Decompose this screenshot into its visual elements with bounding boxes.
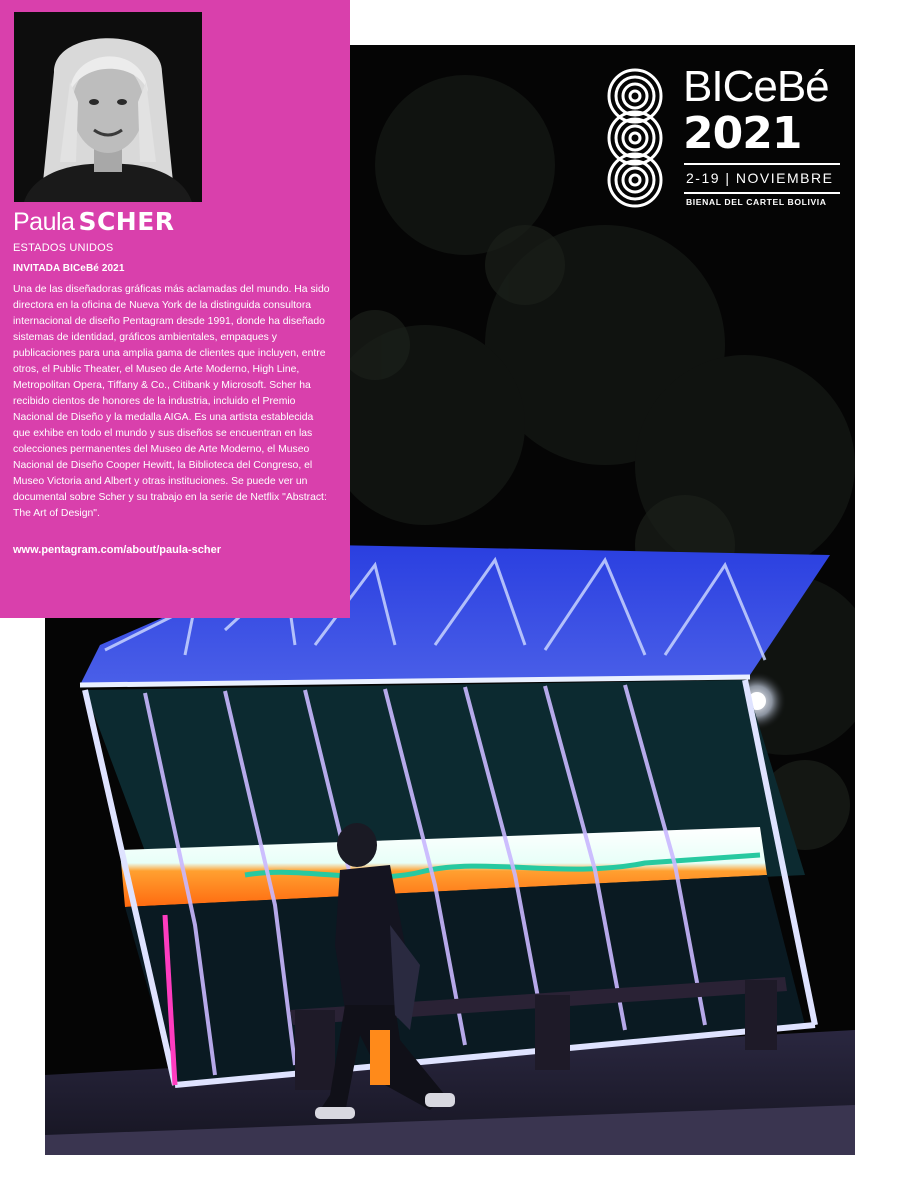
bio-text: Una de las diseñadoras gráficas más aclamadas del mundo. Ha sido directora en la oficina de Nueva York de la distinguida consultora internacional de diseño Pentagram desde 1991, donde ha diseñado sistemas de identidad, gráficos ambientales, empaques y publicaciones para una amplia gama de clientes que incluyen, entre otros, el Public Theater, el Museo de Arte Moderno, High Line, Metropolitan Opera, Tiffany & Co., Citibank y Microsoft. Scher ha recibido cientos de honores de la industria, incluido el Premio Nacional de Diseño y la medalla AIGA. Es una artista establecida que exhibe en todo el mundo y sus diseños se encuentran en las colecciones permanentes del Museo de Arte Moderno, el Museo Nacional de Diseño Cooper Hewitt, la Biblioteca del Congreso, el Museo Victoria and Albert y otras instituciones. Se puede ver un documental sobre Scher y su trabajo en la serie de Netflix "Abstract: The Art of Design". (13, 284, 330, 519)
logo-brand-text: BICeBé (683, 62, 829, 111)
first-name: Paula (13, 208, 75, 236)
logo-divider-top (684, 163, 840, 165)
portrait-illustration (14, 12, 202, 202)
logo-dates-text: 2-19 | NOVIEMBRE (686, 170, 834, 186)
portrait-photo (14, 12, 202, 202)
logo-subtitle-text: BIENAL DEL CARTEL BOLIVIA (686, 197, 827, 207)
country-label: ESTADOS UNIDOS (13, 242, 114, 254)
last-name: SCHER (78, 207, 175, 236)
person-name (13, 207, 175, 237)
bicebe-logo (600, 62, 845, 214)
profile-panel (0, 0, 350, 618)
profile-link[interactable]: www.pentagram.com/about/paula-scher (13, 544, 222, 556)
role-label: INVITADA BICeBé 2021 (13, 263, 125, 274)
striped-infinity-logo-icon (600, 66, 670, 210)
logo-year-text: 2021 (683, 108, 802, 159)
logo-divider-bottom (684, 192, 840, 194)
